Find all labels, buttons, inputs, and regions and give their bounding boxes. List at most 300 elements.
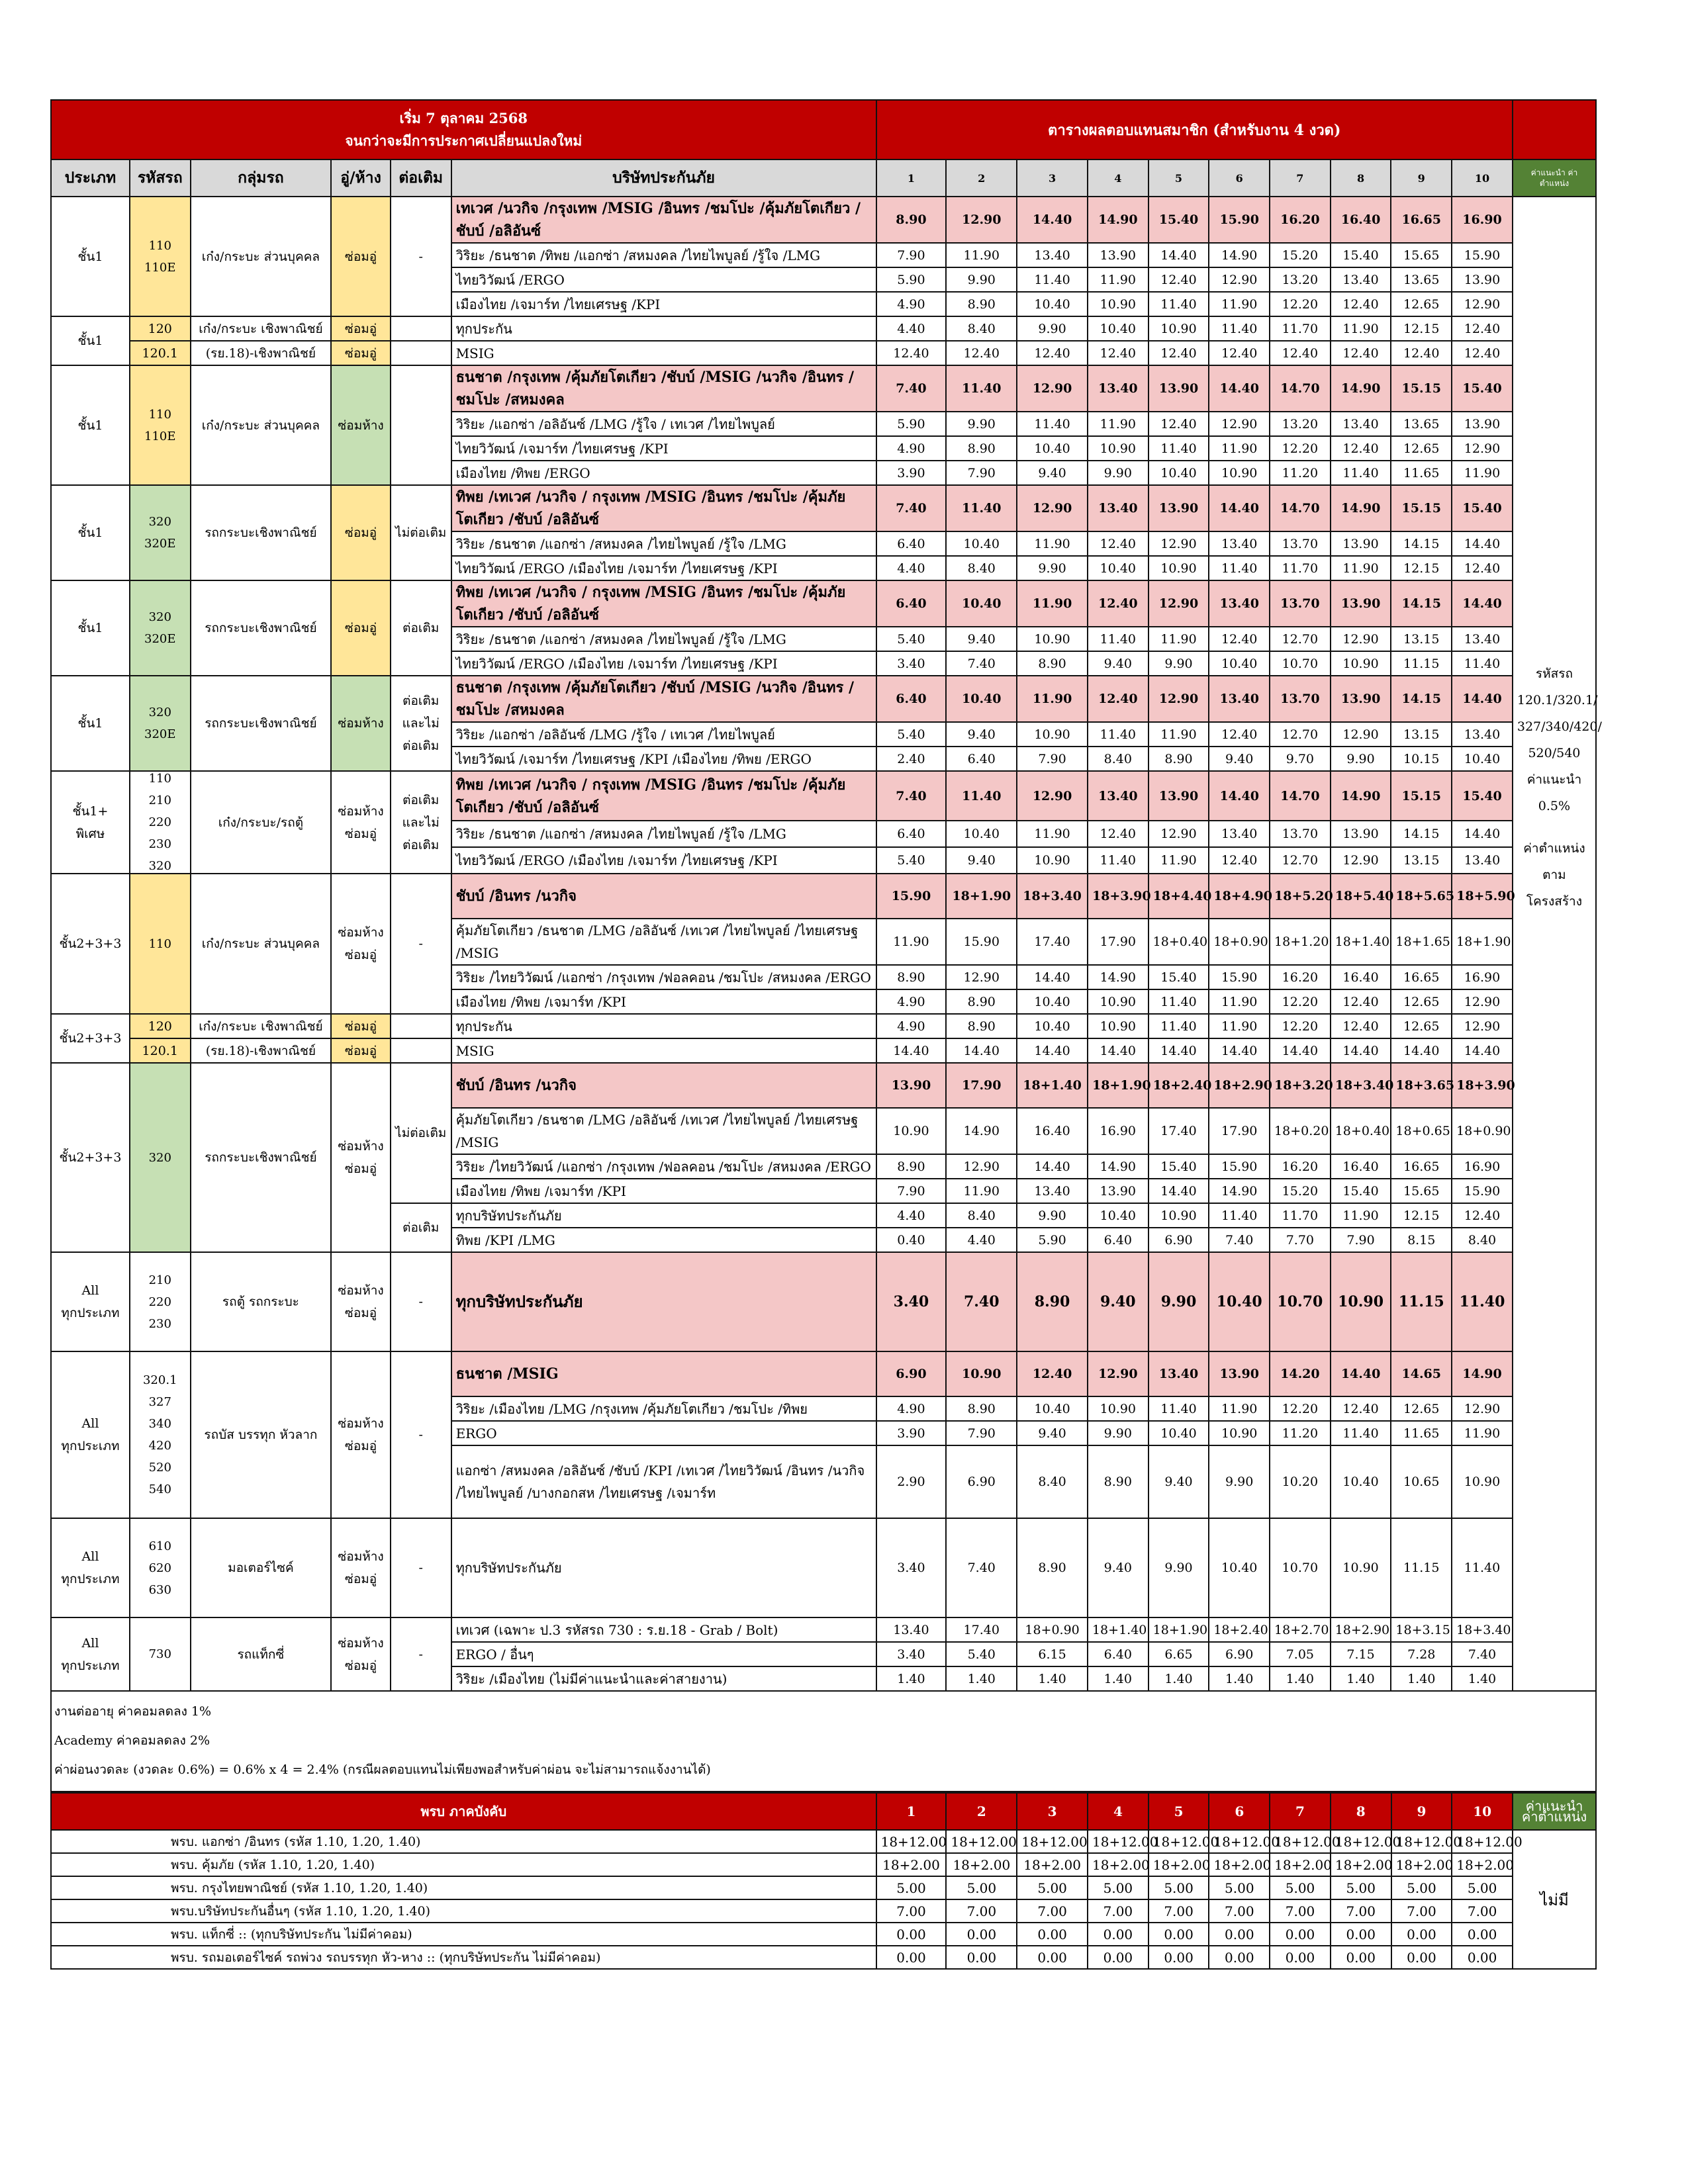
value-cell: 13.90 [1088, 243, 1149, 267]
value-cell: 7.90 [946, 1421, 1017, 1445]
value-cell: 14.70 [1270, 771, 1331, 821]
compulsory-row [51, 1853, 1596, 1876]
col-installment: 4 [1088, 1793, 1149, 1830]
value-cell: 11.90 [1149, 722, 1209, 747]
type-cell: All ทุกประเภท [51, 1351, 130, 1518]
value-cell: 10.40 [1017, 436, 1088, 461]
value-cell: 8.90 [876, 197, 947, 243]
group-cell: รถแท็กซี่ [191, 1617, 332, 1691]
value-cell: 12.15 [1391, 316, 1452, 341]
value-cell: 16.20 [1270, 1154, 1331, 1179]
company-cell: ทิพย /เทเวศ /นวกิจ / กรุงเทพ /MSIG /อินทร /ชมโปะ /คุ้มภัยโตเกียว /ชับบ์ /อลิอันซ์ [451, 771, 876, 821]
group-cell: รถกระบะเชิงพาณิชย์ [191, 580, 332, 676]
value-cell: 10.40 [946, 821, 1017, 847]
value-cell: 12.90 [1017, 365, 1088, 412]
value-cell: 9.40 [1209, 747, 1270, 771]
value-cell: 15.40 [1149, 1154, 1209, 1179]
value-cell: 12.90 [1017, 485, 1088, 531]
value-cell: 7.40 [946, 1518, 1017, 1617]
value-cell: 5.40 [876, 627, 947, 651]
table-row [51, 485, 1596, 531]
extra-cell [391, 341, 451, 365]
code-list [134, 1151, 186, 1165]
value-cell: 12.90 [1088, 1351, 1149, 1396]
vehicle-code: 320 [148, 705, 171, 719]
table-row [51, 365, 1596, 412]
value-cell: 7.00 [1331, 1899, 1391, 1923]
value-cell: 13.15 [1391, 847, 1452, 874]
value-cell: 18+12.00 [1270, 1830, 1331, 1853]
column-header-row [51, 159, 1596, 197]
company-cell: ทิพย /เทเวศ /นวกิจ / กรุงเทพ /MSIG /อินทร /ชมโปะ /คุ้มภัยโตเกียว /ชับบ์ /อลิอันซ์ [451, 485, 876, 531]
value-cell: 11.90 [1017, 676, 1088, 722]
value-cell: 10.70 [1270, 651, 1331, 676]
value-cell: 11.40 [1452, 1252, 1513, 1351]
value-cell: 12.40 [1331, 292, 1391, 316]
value-cell: 6.40 [876, 821, 947, 847]
value-cell: 6.65 [1149, 1642, 1209, 1666]
value-cell: 17.40 [946, 1617, 1017, 1642]
value-cell: 18+3.90 [1088, 874, 1149, 919]
value-cell: 10.90 [1149, 316, 1209, 341]
table-row [51, 1252, 1596, 1351]
value-cell: 11.90 [1331, 556, 1391, 580]
value-cell: 16.40 [1331, 1154, 1391, 1179]
value-cell: 5.40 [876, 847, 947, 874]
vehicle-code: 520 [148, 1461, 171, 1475]
table-row [51, 1063, 1596, 1108]
value-cell: 15.20 [1270, 1179, 1331, 1203]
value-cell: 5.00 [1149, 1876, 1209, 1899]
compulsory-row [51, 1830, 1596, 1853]
value-cell: 18+5.65 [1391, 874, 1452, 919]
code-cell [130, 771, 191, 874]
value-cell: 13.40 [1452, 627, 1513, 651]
value-cell: 14.20 [1270, 1351, 1331, 1396]
col-installment: 7 [1270, 1793, 1331, 1830]
value-cell: 10.65 [1391, 1445, 1452, 1518]
value-cell: 15.40 [1331, 1179, 1391, 1203]
value-cell: 14.40 [1452, 1038, 1513, 1063]
value-cell: 12.40 [1088, 531, 1149, 556]
code-cell [130, 676, 191, 771]
value-cell: 1.40 [1331, 1666, 1391, 1691]
company-cell: เมืองไทย /เจมาร์ท /ไทยเศรษฐ /KPI [451, 292, 876, 316]
value-cell: 2.40 [876, 747, 947, 771]
col-installment: 2 [946, 1793, 1017, 1830]
company-cell: ทิพย /KPI /LMG [451, 1228, 876, 1252]
value-cell: 17.90 [946, 1063, 1017, 1108]
value-cell: 13.90 [1331, 580, 1391, 627]
company-cell: ไทยวิวัฒน์ /เจมาร์ท /ไทยเศรษฐ /KPI [451, 436, 876, 461]
value-cell: 11.90 [1209, 292, 1270, 316]
value-cell: 14.90 [1209, 1179, 1270, 1203]
value-cell: 2.90 [876, 1445, 947, 1518]
value-cell: 14.40 [1331, 1038, 1391, 1063]
value-cell: 13.15 [1391, 627, 1452, 651]
extra-cell: - [391, 1351, 451, 1518]
value-cell: 5.00 [1088, 1876, 1149, 1899]
code-cell [130, 485, 191, 580]
vehicle-code: 110 [148, 772, 171, 786]
value-cell: 6.40 [1088, 1228, 1149, 1252]
group-cell: รถกระบะเชิงพาณิชย์ [191, 1063, 332, 1252]
value-cell: 4.90 [876, 1014, 947, 1038]
col-installment: 7 [1270, 159, 1331, 197]
value-cell: 5.90 [876, 412, 947, 436]
table-row [51, 676, 1596, 722]
value-cell: 14.40 [1088, 1038, 1149, 1063]
value-cell: 9.90 [1017, 1203, 1088, 1228]
value-cell: 6.40 [946, 747, 1017, 771]
value-cell: 16.90 [1452, 197, 1513, 243]
value-cell: 13.70 [1270, 531, 1331, 556]
value-cell: 12.90 [1331, 847, 1391, 874]
effective-date-note: จนกว่าจะมีการประกาศเปลี่ยนแปลงใหม่ [345, 132, 583, 149]
value-cell: 13.20 [1270, 412, 1331, 436]
value-cell: 18+3.40 [1452, 1617, 1513, 1642]
value-cell: 12.70 [1270, 722, 1331, 747]
value-cell: 11.90 [1331, 1203, 1391, 1228]
value-cell: 18+2.00 [1209, 1853, 1270, 1876]
value-cell: 16.90 [1452, 1154, 1513, 1179]
company-cell: วิริยะ /แอกซ่า /อลิอันซ์ /LMG /รู้ใจ / เทเวศ /ไทยไพบูลย์ [451, 412, 876, 436]
value-cell: 18+1.90 [1088, 1063, 1149, 1108]
value-cell: 18+12.00 [1209, 1830, 1270, 1853]
vehicle-code: 110 [148, 407, 171, 422]
value-cell: 0.00 [946, 1946, 1017, 1969]
value-cell: 8.90 [946, 436, 1017, 461]
table-row [51, 197, 1596, 243]
value-cell: 8.40 [1017, 1445, 1088, 1518]
side-note-line: ตามโครงสร้าง [1526, 868, 1583, 909]
company-cell: แอกซ่า /สหมงคล /อลิอันซ์ /ชับบ์ /KPI /เทเวศ /ไทยวิวัฒน์ /อินทร /นวกิจ /ไทยไพบูลย์ /บางกอกสห /ไทยเศรษฐ /เจมาร์ท [451, 1445, 876, 1518]
value-cell: 5.40 [946, 1642, 1017, 1666]
value-cell: 0.00 [1088, 1946, 1149, 1969]
garage-cell: ซ่อมห้าง ซ่อมอู่ [331, 1252, 391, 1351]
value-cell: 14.40 [1017, 965, 1088, 989]
value-cell: 6.40 [876, 676, 947, 722]
value-cell: 0.00 [1391, 1946, 1452, 1969]
value-cell: 15.40 [1452, 485, 1513, 531]
value-cell: 14.40 [946, 1038, 1017, 1063]
value-cell: 18+5.20 [1270, 874, 1331, 919]
extra-cell: ต่อเติม และไม่ ต่อเติม [391, 676, 451, 771]
value-cell: 12.40 [1331, 989, 1391, 1014]
value-cell: 18+12.00 [876, 1830, 947, 1853]
value-cell: 11.40 [1149, 436, 1209, 461]
value-cell: 0.00 [1391, 1923, 1452, 1946]
value-cell: 14.90 [1088, 965, 1149, 989]
value-cell: 14.70 [1270, 365, 1331, 412]
vehicle-code: 110 [148, 238, 171, 253]
value-cell: 10.15 [1391, 747, 1452, 771]
value-cell: 11.90 [1149, 627, 1209, 651]
value-cell: 11.40 [1331, 461, 1391, 485]
value-cell: 18+2.00 [1149, 1853, 1209, 1876]
value-cell: 3.40 [876, 1518, 947, 1617]
value-cell: 18+0.90 [1209, 919, 1270, 965]
value-cell: 5.00 [946, 1876, 1017, 1899]
value-cell: 12.90 [1149, 821, 1209, 847]
vehicle-code: 320 [148, 859, 171, 873]
value-cell: 10.90 [1017, 847, 1088, 874]
code-cell: 120.1 [130, 341, 191, 365]
group-cell: เก๋ง/กระบะ เชิงพาณิชย์ [191, 1014, 332, 1038]
value-cell: 12.90 [1017, 771, 1088, 821]
note-renewal: งานต่ออายุ ค่าคอมลดลง 1% [54, 1704, 212, 1719]
value-cell: 12.40 [1088, 676, 1149, 722]
value-cell: 8.15 [1391, 1228, 1452, 1252]
value-cell: 11.90 [1452, 461, 1513, 485]
code-list [134, 1273, 186, 1331]
value-cell: 14.40 [1017, 1154, 1088, 1179]
value-cell: 9.40 [1088, 651, 1149, 676]
value-cell: 9.90 [946, 412, 1017, 436]
value-cell: 14.40 [1209, 771, 1270, 821]
company-cell: เมืองไทย /ทิพย /เจมาร์ท /KPI [451, 1179, 876, 1203]
value-cell: 18+3.40 [1017, 874, 1088, 919]
value-cell: 1.40 [876, 1666, 947, 1691]
value-cell: 0.00 [1331, 1946, 1391, 1969]
value-cell: 18+2.40 [1209, 1617, 1270, 1642]
col-installment: 5 [1149, 159, 1209, 197]
company-cell: ทุกประกัน [451, 1014, 876, 1038]
code-cell [130, 874, 191, 1014]
effective-date: เริ่ม 7 ตุลาคม 2568 [399, 110, 528, 126]
value-cell: 14.40 [1452, 676, 1513, 722]
value-cell: 12.40 [1331, 436, 1391, 461]
code-list [134, 937, 186, 951]
value-cell: 10.90 [1088, 292, 1149, 316]
value-cell: 8.40 [1452, 1228, 1513, 1252]
value-cell: 12.65 [1391, 436, 1452, 461]
value-cell: 12.40 [1088, 580, 1149, 627]
value-cell: 15.40 [1149, 965, 1209, 989]
company-cell: วิริยะ /ไทยวิวัฒน์ /แอกซ่า /กรุงเทพ /ฟอลคอน /ชมโปะ /สหมงคล /ERGO [451, 965, 876, 989]
value-cell: 0.00 [1270, 1923, 1331, 1946]
value-cell: 11.90 [1209, 1014, 1270, 1038]
group-cell: รถตู้ รถกระบะ [191, 1252, 332, 1351]
compulsory-title: พรบ ภาคบังคับ [51, 1793, 876, 1830]
value-cell: 8.90 [1017, 1252, 1088, 1351]
value-cell: 13.65 [1391, 267, 1452, 292]
value-cell: 14.40 [1149, 1179, 1209, 1203]
value-cell: 10.90 [1088, 1014, 1149, 1038]
value-cell: 5.00 [876, 1876, 947, 1899]
value-cell: 5.90 [1017, 1228, 1088, 1252]
value-cell: 12.40 [1209, 847, 1270, 874]
value-cell: 10.90 [1209, 1421, 1270, 1445]
compulsory-note-header: ค่าแนะนำ ค่าตำแหน่ง [1513, 1793, 1596, 1830]
value-cell: 0.00 [1209, 1923, 1270, 1946]
value-cell: 14.90 [1331, 365, 1391, 412]
value-cell: 4.40 [946, 1228, 1017, 1252]
extra-cell [391, 365, 451, 485]
company-cell: ERGO / อื่นๆ [451, 1642, 876, 1666]
value-cell: 18+2.40 [1149, 1063, 1209, 1108]
value-cell: 13.40 [1452, 722, 1513, 747]
vehicle-code: 320E [144, 632, 176, 646]
col-installment: 8 [1331, 159, 1391, 197]
table-row [51, 874, 1596, 919]
garage-cell: ซ่อมห้าง ซ่อมอู่ [331, 1351, 391, 1518]
value-cell: 11.90 [1209, 436, 1270, 461]
company-cell: คุ้มภัยโตเกียว /ธนชาต /LMG /อลิอันซ์ /เทเวศ /ไทยไพบูลย์ /ไทยเศรษฐ /MSIG [451, 919, 876, 965]
value-cell: 11.90 [1017, 531, 1088, 556]
value-cell: 9.40 [1149, 1445, 1209, 1518]
rate-sheet [50, 99, 1602, 1970]
value-cell: 10.90 [1452, 1445, 1513, 1518]
value-cell: 9.40 [1017, 1421, 1088, 1445]
value-cell: 1.40 [1017, 1666, 1088, 1691]
rate-table [50, 99, 1602, 1692]
value-cell: 18+3.90 [1452, 1063, 1513, 1108]
col-note: ค่าแนะนำ ค่าตำแหน่ง [1513, 159, 1596, 197]
type-cell: All ทุกประเภท [51, 1518, 130, 1617]
side-note-line: ค่าแนะนำ [1526, 772, 1582, 787]
value-cell: 10.20 [1270, 1445, 1331, 1518]
value-cell: 12.40 [1149, 412, 1209, 436]
code-list [134, 705, 186, 741]
value-cell: 0.00 [1149, 1946, 1209, 1969]
vehicle-code: 220 [148, 815, 171, 829]
value-cell: 18+0.40 [1149, 919, 1209, 965]
value-cell: 15.90 [1452, 1179, 1513, 1203]
company-cell: วิริยะ /ธนชาต /แอกซ่า /สหมงคล /ไทยไพบูลย์ /รู้ใจ /LMG [451, 627, 876, 651]
value-cell: 17.90 [1209, 1108, 1270, 1154]
value-cell: 7.05 [1270, 1642, 1331, 1666]
value-cell: 12.40 [1452, 556, 1513, 580]
value-cell: 12.65 [1391, 1396, 1452, 1421]
value-cell: 12.20 [1270, 989, 1331, 1014]
value-cell: 18+2.90 [1209, 1063, 1270, 1108]
company-cell: วิริยะ /ธนชาต /แอกซ่า /สหมงคล /ไทยไพบูลย์ /รู้ใจ /LMG [451, 821, 876, 847]
compulsory-label: พรบ. แท็กซี่ :: (ทุกบริษัทประกัน ไม่มีค่าคอม) [51, 1923, 876, 1946]
value-cell: 13.90 [1149, 771, 1209, 821]
col-installment: 8 [1331, 1793, 1391, 1830]
table-row [51, 771, 1596, 821]
compulsory-row [51, 1876, 1596, 1899]
value-cell: 11.40 [1452, 1518, 1513, 1617]
value-cell: 18+0.40 [1331, 1108, 1391, 1154]
company-cell: MSIG [451, 341, 876, 365]
col-installment: 9 [1391, 159, 1452, 197]
value-cell: 13.40 [1331, 412, 1391, 436]
value-cell: 12.70 [1270, 627, 1331, 651]
value-cell: 18+4.90 [1209, 874, 1270, 919]
value-cell: 0.00 [1452, 1946, 1513, 1969]
garage-cell: ซ่อมอู่ [331, 485, 391, 580]
value-cell: 13.15 [1391, 722, 1452, 747]
value-cell: 17.40 [1017, 919, 1088, 965]
value-cell: 14.70 [1270, 485, 1331, 531]
value-cell: 11.40 [1149, 989, 1209, 1014]
company-cell: ทุกประกัน [451, 316, 876, 341]
col-installment: 3 [1017, 159, 1088, 197]
value-cell: 13.40 [876, 1617, 947, 1642]
group-cell: เก๋ง/กระบะ ส่วนบุคคล [191, 365, 332, 485]
value-cell: 0.00 [1017, 1946, 1088, 1969]
value-cell: 12.40 [1209, 722, 1270, 747]
table-row [51, 1014, 1596, 1038]
value-cell: 12.40 [1088, 341, 1149, 365]
vehicle-code: 630 [148, 1582, 171, 1597]
garage-cell: ซ่อมห้าง [331, 676, 391, 771]
extra-cell [391, 1038, 451, 1063]
value-cell: 18+3.40 [1331, 1063, 1391, 1108]
value-cell: 18+2.00 [1017, 1853, 1088, 1876]
value-cell: 12.40 [876, 341, 947, 365]
vehicle-code: 320 [148, 515, 171, 529]
type-cell: All ทุกประเภท [51, 1252, 130, 1351]
compulsory-label: พรบ. คุ้มภัย (รหัส 1.10, 1.20, 1.40) [51, 1853, 876, 1876]
value-cell: 11.20 [1270, 461, 1331, 485]
value-cell: 15.15 [1391, 485, 1452, 531]
value-cell: 7.00 [1270, 1899, 1331, 1923]
company-cell: ไทยวิวัฒน์ /ERGO [451, 267, 876, 292]
value-cell: 11.40 [1149, 292, 1209, 316]
company-cell: ไทยวิวัฒน์ /เจมาร์ท /ไทยเศรษฐ /KPI /เมืองไทย /ทิพย /ERGO [451, 747, 876, 771]
value-cell: 14.40 [1209, 485, 1270, 531]
company-cell: ไทยวิวัฒน์ /ERGO /เมืองไทย /เจมาร์ท /ไทยเศรษฐ /KPI [451, 651, 876, 676]
code-cell [130, 1252, 191, 1351]
extra-cell [391, 1014, 451, 1038]
value-cell: 8.90 [946, 989, 1017, 1014]
value-cell: 13.40 [1209, 580, 1270, 627]
value-cell: 0.00 [1270, 1946, 1331, 1969]
value-cell: 18+12.00 [1331, 1830, 1391, 1853]
value-cell: 7.40 [946, 651, 1017, 676]
value-cell: 14.15 [1391, 531, 1452, 556]
value-cell: 14.40 [1149, 1038, 1209, 1063]
value-cell: 16.40 [1017, 1108, 1088, 1154]
value-cell: 15.20 [1270, 243, 1331, 267]
group-cell: เก๋ง/กระบะ/รถตู้ [191, 771, 332, 874]
value-cell: 15.40 [1149, 197, 1209, 243]
value-cell: 1.40 [1391, 1666, 1452, 1691]
value-cell: 7.90 [946, 461, 1017, 485]
col-installment: 3 [1017, 1793, 1088, 1830]
extra-cell: ต่อเติม [391, 580, 451, 676]
company-cell: วิริยะ /ธนชาต /แอกซ่า /สหมงคล /ไทยไพบูลย์ /รู้ใจ /LMG [451, 531, 876, 556]
code-cell [130, 1617, 191, 1691]
group-cell: เก๋ง/กระบะ ส่วนบุคคล [191, 197, 332, 316]
value-cell: 13.40 [1331, 267, 1391, 292]
value-cell: 14.90 [1209, 243, 1270, 267]
value-cell: 14.90 [1331, 485, 1391, 531]
company-cell: ทิพย /เทเวศ /นวกิจ / กรุงเทพ /MSIG /อินทร /ชมโปะ /คุ้มภัยโตเกียว /ชับบ์ /อลิอันซ์ [451, 580, 876, 627]
value-cell: 12.40 [1270, 341, 1331, 365]
garage-cell: ซ่อมห้าง ซ่อมอู่ [331, 1518, 391, 1617]
value-cell: 12.40 [946, 341, 1017, 365]
value-cell: 12.40 [1209, 627, 1270, 651]
type-cell: ชั้น1 [51, 197, 130, 316]
value-cell: 17.40 [1149, 1108, 1209, 1154]
extra-cell: - [391, 1252, 451, 1351]
vehicle-code: 620 [148, 1561, 171, 1575]
value-cell: 9.90 [946, 267, 1017, 292]
value-cell: 1.40 [946, 1666, 1017, 1691]
value-cell: 14.40 [1270, 1038, 1331, 1063]
value-cell: 14.40 [1017, 1038, 1088, 1063]
value-cell: 11.90 [1088, 267, 1149, 292]
value-cell: 14.40 [1391, 1038, 1452, 1063]
value-cell: 15.15 [1391, 771, 1452, 821]
value-cell: 7.40 [1209, 1228, 1270, 1252]
value-cell: 15.90 [946, 919, 1017, 965]
value-cell: 14.90 [1452, 1351, 1513, 1396]
